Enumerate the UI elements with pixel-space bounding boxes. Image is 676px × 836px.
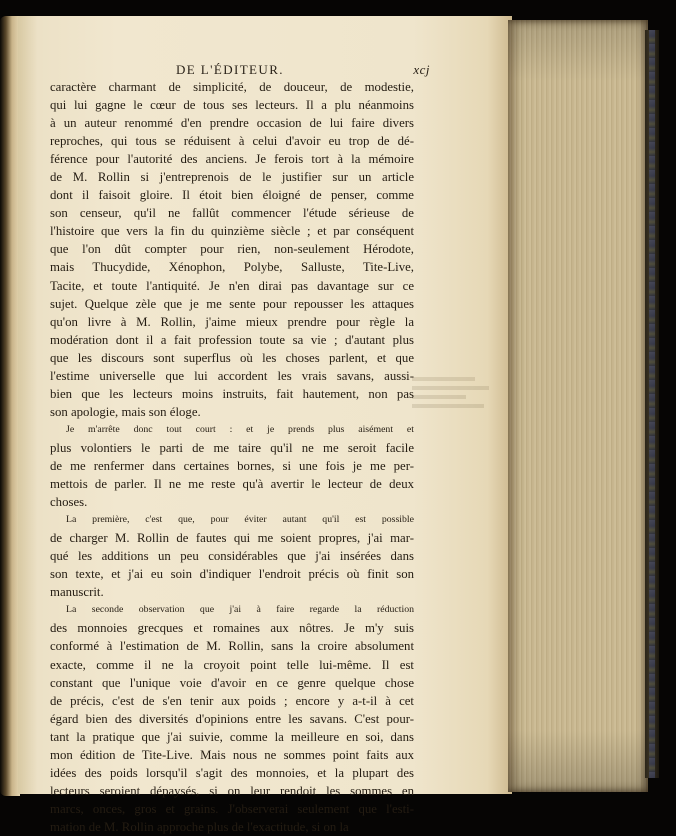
text-line: lecteurs seroient dépaysés, si on leur rendoit les sommes en [50,783,414,798]
text-line: l'histoire que vers la fin du quinzième siècle ; et par conséquent [50,224,414,239]
text-line: son texte, et j'ai eu soin d'indiquer l'endroit précis où finit son [50,567,414,582]
text-line: égard bien des diversités d'opinions entre les savans. C'est pour- [50,711,414,726]
text-line: conformé à l'estimation de M. Rollin, sans la croire absolument [50,639,414,654]
page-block-fore-edge [508,20,648,792]
text-line: La seconde observation que j'ai à faire regarde la réduction [66,604,414,616]
text-line: sujet. Quelque zèle que je me sente pour repousser les attaques [50,296,414,311]
text-line: son censeur, qu'il ne fallût commencer l'étude sérieuse de [50,206,414,221]
text-line: l'estime universelle que lui accordent les vrais savans, aussi- [50,368,414,383]
text-line: son apologie, mais son éloge. [50,404,201,419]
text-line: mais Thucydide, Xénophon, Polybe, Salluste, Tite-Live, [50,260,414,275]
text-line: manuscrit. [50,585,104,600]
text-line: exacte, comme il ne la croyoit point telle lui-même. Il est [50,657,414,672]
book-spine-edge [0,16,20,796]
paragraph [50,421,414,511]
text-line: des monnoies grecques et romaines aux nôtres. Je m'y suis [50,621,414,636]
text-line: bien que les lecteurs moins instruits, fait hautement, non pas [50,386,414,401]
text-line: constant que l'unique voie d'avoir en ce genre quelque chose [50,675,414,690]
text-line: reproches, qui tous se réduisent à celui d'avoir eu trop de dé- [50,134,414,149]
text-line: mettois de parler. Il ne me reste qu'à avertir le lecteur de deux [50,477,414,492]
text-line: Tacite, et toute l'antiquité. Je n'en dirai pas davantage sur ce [50,278,414,293]
bleed-through-text [412,372,502,432]
text-line: caractère charmant de simplicité, de douceur, de modestie, [50,80,414,94]
body-text [50,78,414,836]
text-line: que l'on dût compter pour rien, non-seulement Hérodote, [50,242,414,257]
text-line: Je m'arrête donc tout court : et je prends plus aisément et [66,423,414,435]
text-line: La première, c'est que, pour éviter autant qu'il est possible [66,514,414,526]
text-line: dont il faisoit gloire. Il étoit bien éloigné de penser, comme [50,188,414,203]
text-line: de M. Rollin si j'entreprenois de le justifier sur un article [50,170,414,185]
text-line: idées des poids lorsqu'il s'agit des monnoies, et la plupart des [50,765,414,780]
text-line: marcs, onces, gros et grains. J'observerai seulement que l'esti- [50,801,414,816]
text-line: de me renfermer dans certaines bornes, si une fois je me per- [50,458,414,473]
page-number: xcj [413,62,430,77]
text-line: plus volontiers le parti de me taire qu'il ne me seroit facile [50,440,414,455]
text-line: férence pour l'autorité des anciens. Je ferois tort à la mémoire [50,152,414,167]
text-line: qué les additions un peu considérables que j'ai insérées dans [50,549,414,564]
paragraph [50,511,414,601]
marbled-cover-edge [645,30,659,778]
text-line: de précis, c'est de s'en tenir aux poids ; encore y a-t-il à cet [50,693,414,708]
text-line: mon édition de Tite-Live. Mais nous ne sommes point faits aux [50,747,414,762]
text-line: tant la pratique que j'ai suivie, comme la meilleure en soi, dans [50,729,414,744]
paragraph [50,78,414,421]
paragraph [50,601,414,836]
text-line: mation de M. Rollin approche plus de l'exactitude, si on la [50,819,349,834]
text-line: choses. [50,495,88,510]
text-line: qu'on livre à M. Rollin, j'aime mieux prendre pour règle la [50,314,414,329]
text-line: qui lui gagne le cœur de tous ses lecteurs. Il a plu néanmoins [50,98,414,113]
text-line: modération dont il a fait profession toute sa vie ; d'autant plus [50,332,414,347]
text-line: à un auteur renommé d'en prendre occasion de lui faire divers [50,116,414,131]
text-line: que les discours sont superflus où les choses parlent, et que [50,350,414,365]
text-line: de charger M. Rollin de fautes qui me soient propres, j'ai mar- [50,531,414,546]
running-title: DE L'ÉDITEUR. [176,62,284,77]
